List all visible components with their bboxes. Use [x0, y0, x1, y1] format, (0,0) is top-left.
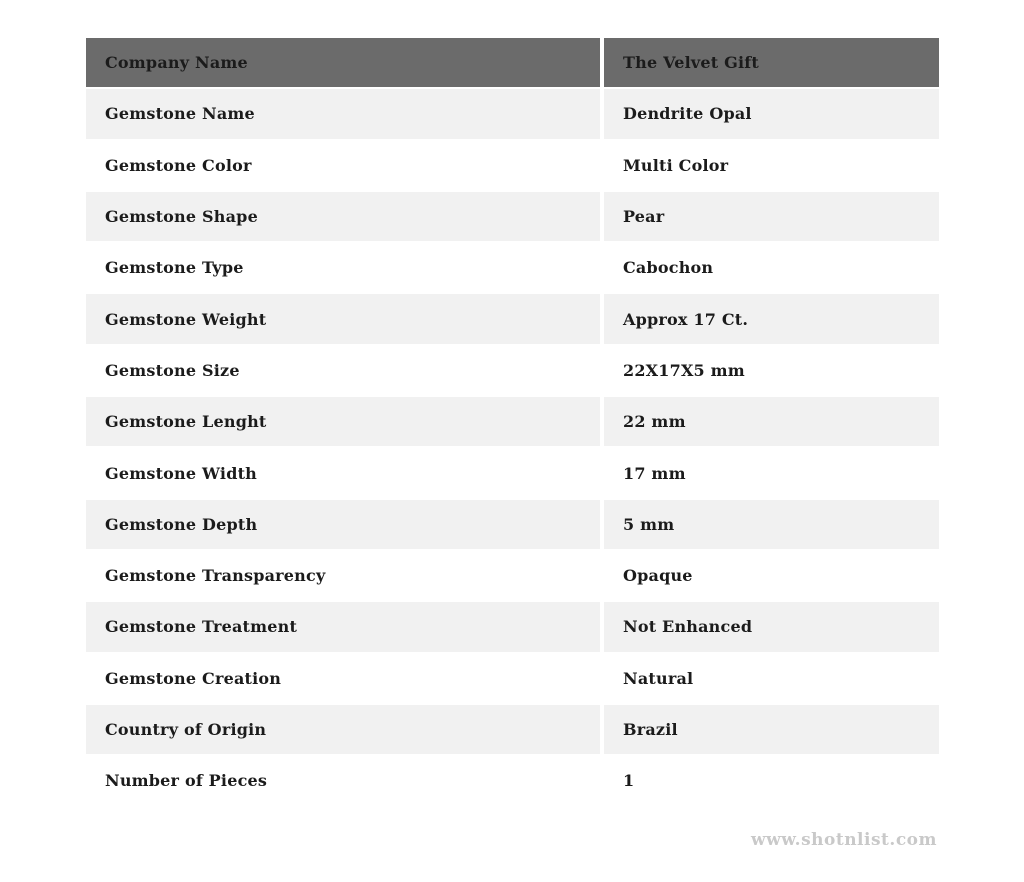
table-row [86, 756, 939, 807]
row-label-cell: Gemstone Treatment [86, 602, 600, 653]
table-header-row [86, 38, 939, 89]
table-row [86, 141, 939, 192]
row-label-cell: Country of Origin [86, 705, 600, 756]
watermark-text: www.shotnlist.com [750, 830, 937, 850]
table-row [86, 89, 939, 140]
row-label-cell: Gemstone Name [86, 89, 600, 140]
table-row [86, 654, 939, 705]
row-value-cell: Not Enhanced [604, 602, 939, 653]
table-row [86, 294, 939, 345]
row-value-cell: Cabochon [604, 243, 939, 294]
row-value-cell: 22 mm [604, 397, 939, 448]
row-value-cell: 17 mm [604, 448, 939, 499]
company-name-header-cell: Company Name [86, 38, 600, 89]
table-body [86, 89, 939, 807]
table-row [86, 500, 939, 551]
row-value-cell: 22X17X5 mm [604, 346, 939, 397]
table-row [86, 346, 939, 397]
row-value-cell: Approx 17 Ct. [604, 294, 939, 345]
row-value-cell: Multi Color [604, 141, 939, 192]
row-label-cell: Gemstone Weight [86, 294, 600, 345]
table-row [86, 551, 939, 602]
row-value-cell: Pear [604, 192, 939, 243]
row-value-cell: Natural [604, 654, 939, 705]
row-label-cell: Gemstone Width [86, 448, 600, 499]
row-label-cell: Gemstone Creation [86, 654, 600, 705]
row-label-cell: Gemstone Color [86, 141, 600, 192]
table-row [86, 192, 939, 243]
row-label-cell: Gemstone Depth [86, 500, 600, 551]
row-label-cell: Gemstone Transparency [86, 551, 600, 602]
table-row [86, 448, 939, 499]
row-label-cell: Gemstone Type [86, 243, 600, 294]
row-label-cell: Gemstone Size [86, 346, 600, 397]
table-row [86, 705, 939, 756]
gemstone-spec-table [86, 38, 939, 807]
row-value-cell: 1 [604, 756, 939, 807]
row-label-cell: Gemstone Shape [86, 192, 600, 243]
row-label-cell: Number of Pieces [86, 756, 600, 807]
table-row [86, 397, 939, 448]
row-value-cell: Brazil [604, 705, 939, 756]
row-value-cell: Dendrite Opal [604, 89, 939, 140]
row-value-cell: Opaque [604, 551, 939, 602]
table-row [86, 243, 939, 294]
company-name-value-cell: The Velvet Gift [604, 38, 939, 89]
row-value-cell: 5 mm [604, 500, 939, 551]
row-label-cell: Gemstone Lenght [86, 397, 600, 448]
watermark-bar [86, 830, 939, 850]
table-row [86, 602, 939, 653]
